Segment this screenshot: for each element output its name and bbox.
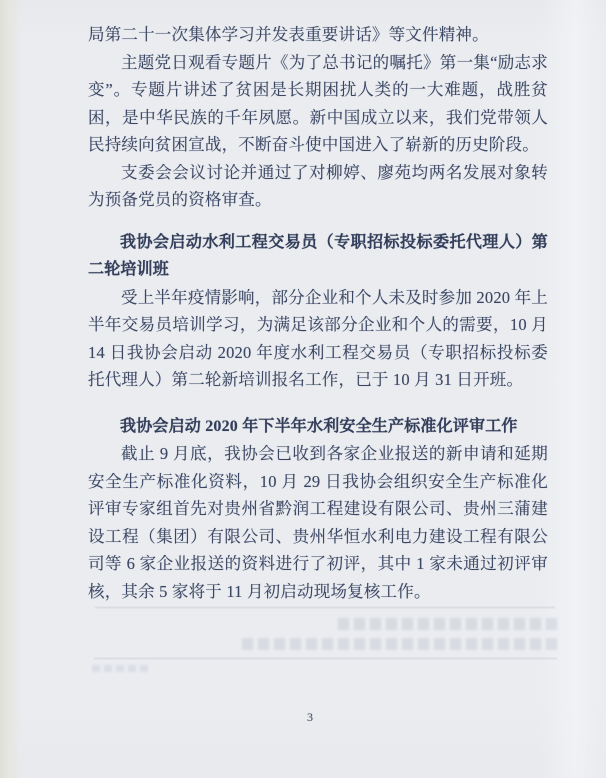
document-text-column xyxy=(88,21,548,605)
page-number: 3 xyxy=(307,710,313,724)
bleedthrough-text-ghost xyxy=(239,638,557,650)
section-heading-trader-training: 我协会启动水利工程交易员（专职招标投标委托代理人）第二轮培训班 xyxy=(88,233,548,278)
bleedthrough-smudge xyxy=(92,665,150,672)
paragraph-branch-committee: 支委会会议讨论并通过了对柳婷、廖苑均两名发展对象转为预备党员的资格审查。 xyxy=(88,162,548,209)
bleedthrough-text-ghost xyxy=(336,618,557,630)
section-body-safety-standardization: 截止 9 月底，我协会已收到各家企业报送的新申请和延期安全生产标准化资料，10 月 29 日我协会组织安全生产标准化评审专家组首先对贵州省黔润工程建设有限公司、贵州三蒲建设工程（集团）有限公司、贵州华恒水利电力建设工程有限公司等 6 家企业报送的资料进行了初评，其中 1 家未通过初评审核，其余 5 家将于 11 月初启动现场复核工作。 xyxy=(88,444,548,601)
section-heading-safety-standardization: 我协会启动 2020 年下半年水利安全生产标准化评审工作 xyxy=(120,417,518,435)
bleedthrough-rule-top xyxy=(95,607,555,608)
bleedthrough-rule-bottom xyxy=(94,658,557,659)
paragraph-theme-party-day: 主题党日观看专题片《为了总书记的嘱托》第一集“励志求变”。专题片讲述了贫困是长期困扰人类的一大难题，战胜贫困，是中华民族的千年夙愿。新中国成立以来，我们党带领人民持续向贫困宣战，不断奋斗使中国进入了崭新的历史阶段。 xyxy=(88,52,548,154)
continuation-line: 局第二十一次集体学习并发表重要讲话》等文件精神。 xyxy=(88,25,489,44)
section-body-trader-training: 受上半年疫情影响，部分企业和个人未及时参加 2020 年上半年交易员培训学习，为满足该部分企业和个人的需要，10 月 14 日我协会启动 2020 年度水利工程交易员（专职招标投标委托代理人）第二轮新培训报名工作，已于 10 月 31 日开班。 xyxy=(88,287,548,389)
